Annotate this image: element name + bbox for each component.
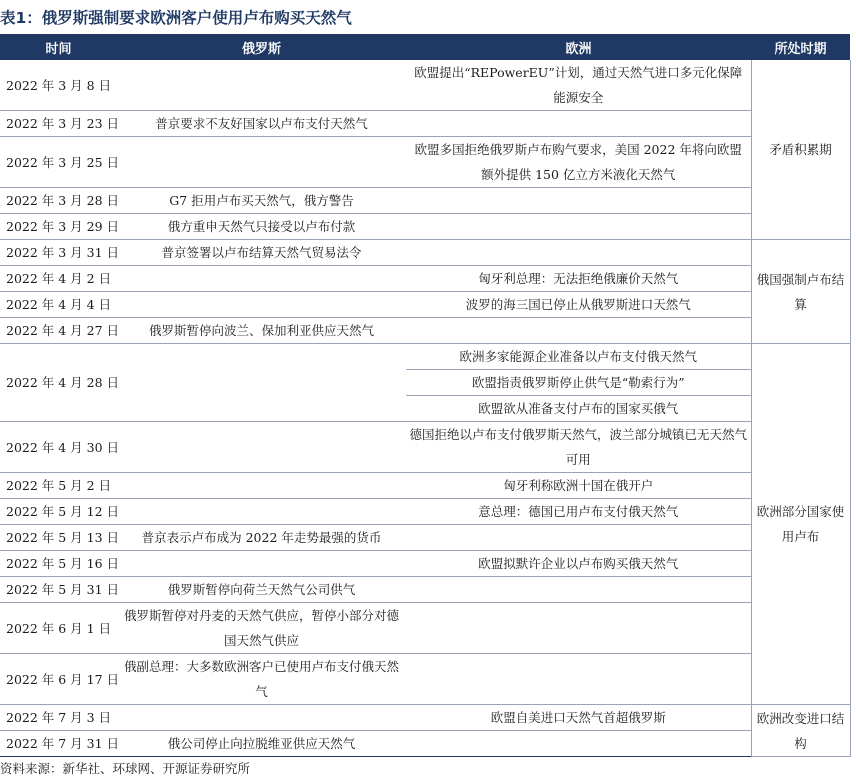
table-row: [0, 705, 850, 731]
europe-cell: [406, 603, 751, 654]
russia-cell: [117, 60, 406, 111]
date-cell: 2022 年 4 月 28 日: [0, 344, 117, 422]
europe-cell: [406, 525, 751, 551]
date-cell: 2022 年 5 月 2 日: [0, 473, 117, 499]
header-time: 时间: [0, 34, 117, 60]
table-row: [0, 111, 850, 137]
europe-cell: [406, 731, 751, 757]
europe-cell: 欧盟自美进口天然气首超俄罗斯: [406, 705, 751, 731]
table-row: [0, 731, 850, 757]
date-cell: 2022 年 3 月 31 日: [0, 240, 117, 266]
table-row: [0, 137, 850, 188]
date-cell: 2022 年 3 月 29 日: [0, 214, 117, 240]
table-title: 表1：俄罗斯强制要求欧洲客户使用卢布购买天然气: [0, 9, 352, 27]
period-cell: 俄国强制卢布结算: [751, 240, 850, 344]
table-row: [0, 318, 850, 344]
russia-cell: [117, 499, 406, 525]
europe-cell: [406, 318, 751, 344]
europe-cell: 欧盟拟默许企业以卢布购买俄天然气: [406, 551, 751, 577]
date-cell: 2022 年 3 月 28 日: [0, 188, 117, 214]
russia-cell: [117, 705, 406, 731]
europe-cell: 欧盟指责俄罗斯停止供气是“勒索行为”: [406, 370, 751, 396]
period-cell: 欧洲部分国家使用卢布: [751, 344, 850, 705]
table-row: [0, 473, 850, 499]
period-cell: 矛盾积累期: [751, 60, 850, 240]
europe-cell: [406, 577, 751, 603]
table-row: [0, 577, 850, 603]
europe-cell: 欧盟欲从准备支付卢布的国家买俄气: [406, 396, 751, 422]
date-cell: 2022 年 7 月 3 日: [0, 705, 117, 731]
europe-cell: 匈牙利总理：无法拒绝俄廉价天然气: [406, 266, 751, 292]
russia-cell: [117, 292, 406, 318]
europe-cell: [406, 188, 751, 214]
russia-cell: 俄副总理：大多数欧洲客户已使用卢布支付俄天然气: [117, 654, 406, 705]
table-row: [0, 344, 850, 370]
header-europe: 欧洲: [406, 34, 751, 60]
europe-cell: 波罗的海三国已停止从俄罗斯进口天然气: [406, 292, 751, 318]
date-cell: 2022 年 3 月 8 日: [0, 60, 117, 111]
table-row: [0, 188, 850, 214]
date-cell: 2022 年 3 月 25 日: [0, 137, 117, 188]
europe-cell: 匈牙利称欧洲十国在俄开户: [406, 473, 751, 499]
russia-cell: [117, 344, 406, 422]
date-cell: 2022 年 3 月 23 日: [0, 111, 117, 137]
header-period: 所处时期: [751, 34, 850, 60]
table-row: [0, 292, 850, 318]
date-cell: 2022 年 5 月 12 日: [0, 499, 117, 525]
date-cell: 2022 年 5 月 13 日: [0, 525, 117, 551]
date-cell: 2022 年 5 月 31 日: [0, 577, 117, 603]
date-cell: 2022 年 5 月 16 日: [0, 551, 117, 577]
europe-cell: [406, 654, 751, 705]
date-cell: 2022 年 6 月 1 日: [0, 603, 117, 654]
table-row: [0, 60, 850, 111]
europe-cell: 欧盟提出“REPowerEU”计划，通过天然气进口多元化保障能源安全: [406, 60, 751, 111]
date-cell: 2022 年 4 月 2 日: [0, 266, 117, 292]
table-row: [0, 603, 850, 654]
date-cell: 2022 年 4 月 4 日: [0, 292, 117, 318]
russia-cell: 普京要求不友好国家以卢布支付天然气: [117, 111, 406, 137]
table-row: [0, 499, 850, 525]
source-note: 资料来源：新华社、环球网、开源证券研究所: [0, 761, 251, 776]
russia-cell: [117, 266, 406, 292]
russia-cell: [117, 422, 406, 473]
europe-cell: 德国拒绝以卢布支付俄罗斯天然气，波兰部分城镇已无天然气可用: [406, 422, 751, 473]
table-row: [0, 266, 850, 292]
russia-cell: 俄罗斯暂停向波兰、保加利亚供应天然气: [117, 318, 406, 344]
table-row: [0, 214, 850, 240]
header-row: [0, 34, 850, 60]
russia-cell: 普京表示卢布成为 2022 年走势最强的货币: [117, 525, 406, 551]
russia-cell: 俄罗斯暂停对丹麦的天然气供应，暂停小部分对德国天然气供应: [117, 603, 406, 654]
table-row: [0, 654, 850, 705]
date-cell: 2022 年 7 月 31 日: [0, 731, 117, 757]
date-cell: 2022 年 4 月 30 日: [0, 422, 117, 473]
gas-timeline-table: [0, 34, 851, 757]
table-row: [0, 551, 850, 577]
russia-cell: [117, 473, 406, 499]
europe-cell: 欧洲多家能源企业准备以卢布支付俄天然气: [406, 344, 751, 370]
date-cell: 2022 年 4 月 27 日: [0, 318, 117, 344]
europe-cell: 欧盟多国拒绝俄罗斯卢布购气要求，美国 2022 年将向欧盟额外提供 150 亿立方米液化天然气: [406, 137, 751, 188]
header-russia: 俄罗斯: [117, 34, 406, 60]
russia-cell: 俄公司停止向拉脱维亚供应天然气: [117, 731, 406, 757]
russia-cell: [117, 137, 406, 188]
date-cell: 2022 年 6 月 17 日: [0, 654, 117, 705]
russia-cell: 俄罗斯暂停向荷兰天然气公司供气: [117, 577, 406, 603]
russia-cell: 普京签署以卢布结算天然气贸易法令: [117, 240, 406, 266]
europe-cell: [406, 111, 751, 137]
russia-cell: 俄方重申天然气只接受以卢布付款: [117, 214, 406, 240]
table-row: [0, 525, 850, 551]
russia-cell: [117, 551, 406, 577]
period-cell: 欧洲改变进口结构: [751, 705, 850, 757]
table-row: [0, 422, 850, 473]
russia-cell: G7 拒用卢布买天然气，俄方警告: [117, 188, 406, 214]
europe-cell: [406, 240, 751, 266]
europe-cell: 意总理：德国已用卢布支付俄天然气: [406, 499, 751, 525]
table-row: [0, 240, 850, 266]
europe-cell: [406, 214, 751, 240]
